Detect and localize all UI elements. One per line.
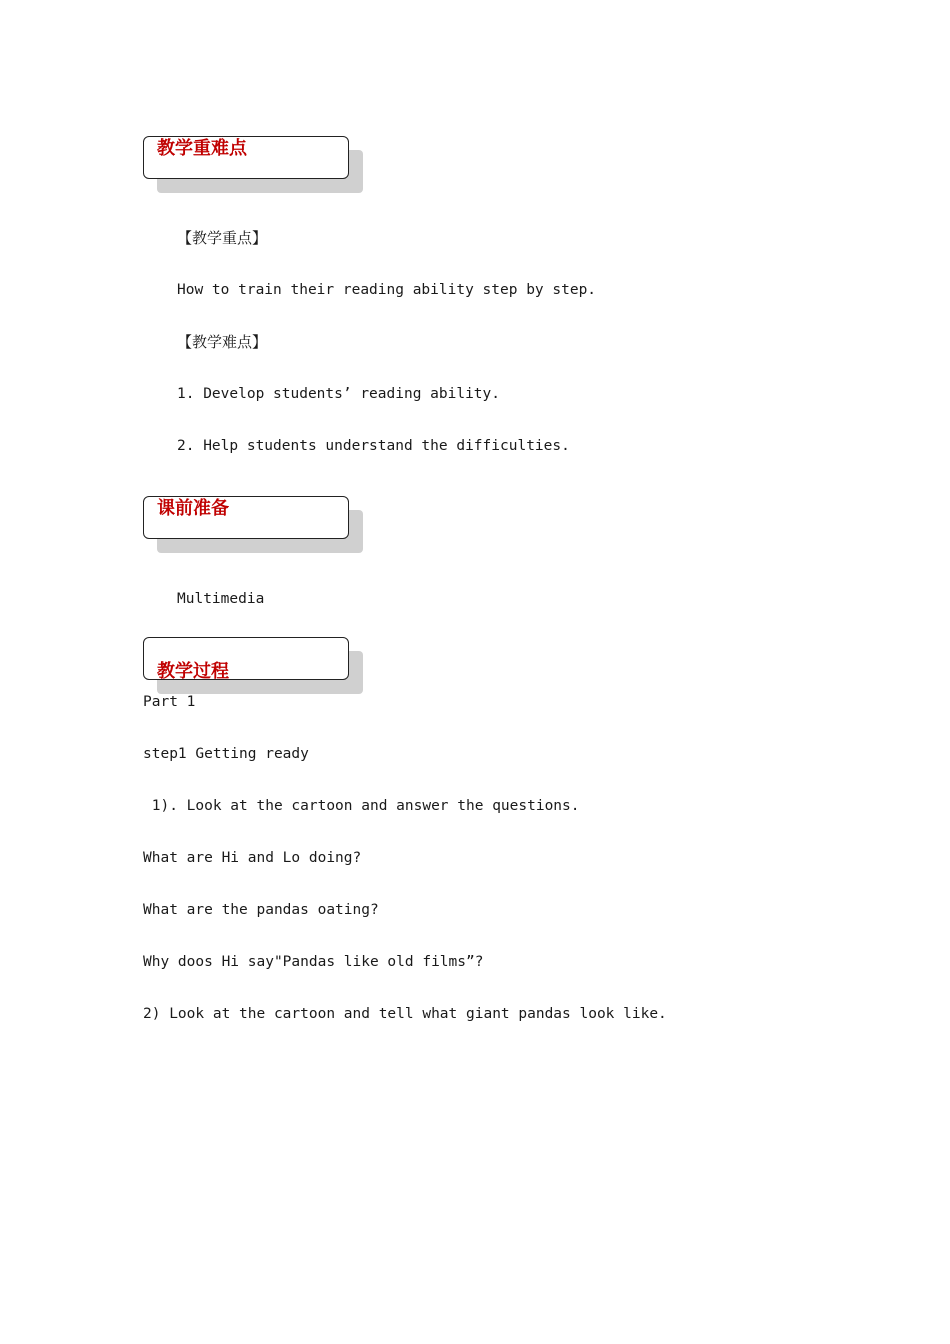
focus-heading: 【教学重点】 [177, 229, 268, 247]
process-line: 1). Look at the cartoon and answer the questions. [143, 798, 580, 814]
process-line: Part 1 [143, 694, 196, 710]
focus-text: How to train their reading ability step by step. [177, 282, 597, 298]
process-line: What are the pandas oating? [143, 902, 379, 918]
section-title: 课前准备 [157, 498, 229, 519]
section-heading-preparation [143, 496, 349, 539]
section-heading-process [143, 637, 349, 680]
difficulty-heading: 【教学难点】 [177, 333, 268, 351]
difficulty-item: 2. Help students understand the difficulties. [177, 438, 570, 454]
process-line: What are Hi and Lo doing? [143, 850, 362, 866]
process-line: 2) Look at the cartoon and tell what giant pandas look like. [143, 1006, 667, 1022]
difficulty-item: 1. Develop students’ reading ability. [177, 386, 501, 402]
section-title: 教学重难点 [157, 138, 247, 159]
section-heading-key-points [143, 136, 349, 179]
process-line: Why doos Hi say"Pandas like old films”? [143, 954, 484, 970]
process-line: step1 Getting ready [143, 746, 309, 762]
section-title: 教学过程 [157, 661, 229, 682]
preparation-text: Multimedia [177, 591, 265, 607]
